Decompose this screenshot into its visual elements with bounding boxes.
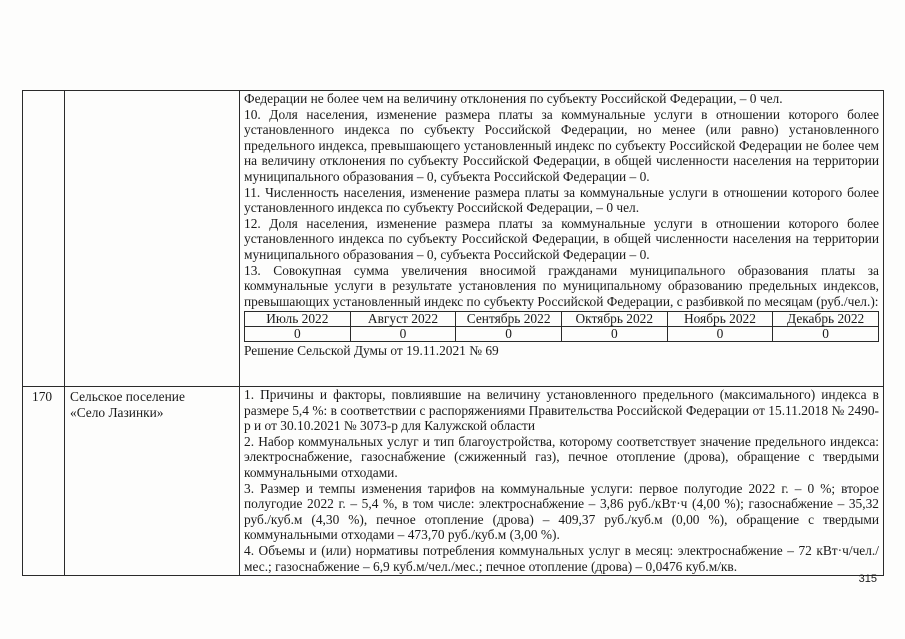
- text-paragraph: 13. Совокупная сумма увеличения вносимой гражданами муниципального образования платы за коммунальные услуги в результате установления по муниципальному образованию предельных индексов, превышающих установленный индекс по субъекту Российской Федерации, с разбивкой по месяцам (руб./чел.):: [244, 262, 879, 309]
- entry-item: 3. Размер и темпы изменения тарифов на коммунальные услуги: первое полугодие 2022 г. – 0 %; второе полугодие 2022 г. – 5,4 %, в том числе: электроснабжение – 3,86 руб./кВт·ч (4,00 %); газоснабжение – 35,32 руб./куб.м (4,30 %), печное отопление (дрова) – 409,37 руб./куб.м (0,00 %), обращение с твердыми коммунальными отходами – 473,70 руб./куб.м (3,00 %).: [244, 480, 879, 543]
- month-value: 0: [350, 327, 456, 342]
- month-value: 0: [245, 327, 351, 342]
- entry-content: [240, 387, 884, 576]
- entry-name-line: Сельское поселение: [70, 389, 185, 404]
- table-row-continuation: [23, 91, 884, 387]
- entry-item: 1. Причины и факторы, повлиявшие на величину установленного предельного (максимального) индекса в размере 5,4 %: в соответствии с распоряжениями Правительства Российской Федерации от 15.11.2018 № 2490-р и от 30.10.2021 № 3073-р для Калужской области: [244, 387, 879, 434]
- name-cell-empty: [65, 91, 240, 387]
- months-header-row: [245, 312, 879, 327]
- entry-item: 2. Набор коммунальных услуг и тип благоустройства, которому соответствует значение предельного индекса: электроснабжение, газоснабжение (сжиженный газ), печное отопление (дрова), обращение с твердыми коммунальными отходами.: [244, 433, 879, 480]
- page-number: 315: [858, 573, 877, 585]
- entry-number: 170: [23, 387, 65, 576]
- month-header: Октябрь 2022: [561, 312, 667, 327]
- month-value: 0: [667, 327, 773, 342]
- entry-name-cell: [65, 387, 240, 576]
- month-value: 0: [456, 327, 562, 342]
- month-header: Декабрь 2022: [773, 312, 879, 327]
- decision-reference: Решение Сельской Думы от 19.11.2021 № 69: [244, 343, 499, 359]
- table-row-entry: [23, 387, 884, 576]
- months-table: [244, 311, 879, 342]
- month-header: Сентябрь 2022: [456, 312, 562, 327]
- entry-item: 4. Объемы и (или) нормативы потребления коммунальных услуг в месяц: электроснабжение – 72 кВт·ч/чел./мес.; газоснабжение – 6,9 куб.м/чел./мес.; печное отопление (дрова) – 0,0476 куб.м/кв.: [244, 542, 879, 574]
- month-header: Ноябрь 2022: [667, 312, 773, 327]
- text-paragraph: 12. Доля населения, изменение размера платы за коммунальные услуги в отношении которого более установленного индекса по субъекту Российской Федерации, в общей численности населения на территории муниципального образования – 0, субъекта Российской Федерации – 0.: [244, 215, 879, 262]
- month-header: Июль 2022: [245, 312, 351, 327]
- text-paragraph: 11. Численность населения, изменение размера платы за коммунальные услуги в отношении которого более установленного индекса по субъекту Российской Федерации, – 0 чел.: [244, 184, 879, 216]
- number-cell-empty: [23, 91, 65, 387]
- month-value: 0: [773, 327, 879, 342]
- text-paragraph: Федерации не более чем на величину отклонения по субъекту Российской Федерации, – 0 чел.: [244, 91, 783, 106]
- text-paragraph: 10. Доля населения, изменение размера платы за коммунальные услуги в отношении которого более установленного индекса по субъекту Российской Федерации, но менее (или равно) установленного предельного индекса, превышающего установленный индекс по субъекту Российской Федерации не более чем на величину отклонения по субъекту Российской Федерации, в общей численности населения на территории муниципального образования – 0, субъекта Российской Федерации – 0.: [244, 106, 879, 184]
- month-header: Август 2022: [350, 312, 456, 327]
- month-value: 0: [561, 327, 667, 342]
- months-value-row: [245, 327, 879, 342]
- continuation-content: [240, 91, 884, 387]
- entry-name-line: «Село Лазинки»: [70, 404, 164, 420]
- tariff-table: [22, 90, 884, 576]
